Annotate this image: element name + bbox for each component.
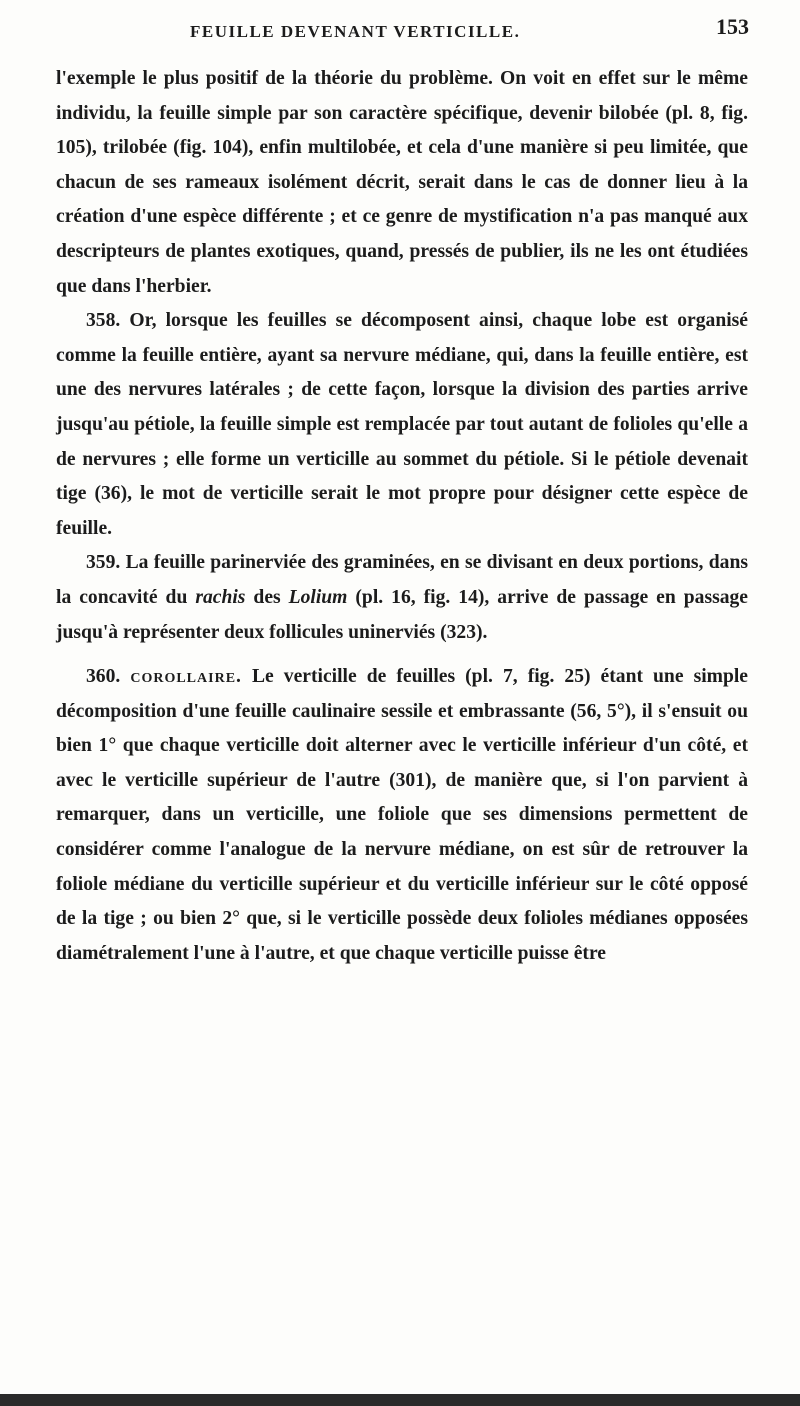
paragraph-360-text: Le verticille de feuilles (pl. 7, fig. 25) étant une simple décomposition d'une feuille caulinaire sessile et embrassante (56, 5°), il s'ensuit ou bien 1° que chaque verticille doit alterner avec le verticille inférieur d'un côté, et avec le verticille supérieur de l'autre (301), de manière que, si l'on parvient à remarquer, dans un verticille, une foliole que ses dimensions permettent de considérer comme l'analogue de la nervure médiane, on est sûr de retrouver la foliole médiane du verticille supérieur et du verticille inférieur sur le côté opposé de la tige ; ou bien 2° que, si le verticille possède deux folioles médianes opposées diamétralement l'une à l'autre, et que chaque verticille puisse être: [56, 666, 748, 964]
body-text: [56, 62, 748, 971]
paragraph-359-text-c: (pl. 16, fig. 14), arrive de passage en passage jusqu'à représenter deux follicules uninerviés (323).: [56, 586, 748, 643]
paragraph-359-text-a: 359. La feuille parinerviée des graminées, en se divisant en deux portions, dans la concavité du: [56, 552, 748, 608]
paragraph-359-italic-rachis: rachis: [195, 586, 246, 608]
paragraph-359-text-b: des: [245, 586, 289, 608]
running-title: FEUILLE DEVENANT VERTICILLE.: [190, 22, 521, 41]
page-number: 153: [716, 14, 749, 39]
scan-bottom-edge: [0, 1394, 800, 1406]
paragraph-360-number: 360.: [86, 666, 121, 688]
corollaire-label: corollaire.: [130, 666, 242, 688]
paragraph-359-italic-lolium: Lolium: [288, 586, 348, 608]
paragraph-continuation: l'exemple le plus positif de la théorie du problème. On voit en effet sur le même individu, la feuille simple par son caractère spécifique, devenir bilobée (pl. 8, fig. 105), trilobée (fig. 104), enfin multilobée, et cela d'une manière si peu limitée, que chacun de ses rameaux isolément décrit, serait dans le cas de donner lieu à la création d'une espèce différente ; et ce genre de mystification n'a pas manqué aux descripteurs de plantes exotiques, quand, pressés de publier, ils ne les ont étudiées que dans l'herbier.: [56, 68, 748, 297]
paragraph-358: 358. Or, lorsque les feuilles se décomposent ainsi, chaque lobe est organisé comme la feuille entière, ayant sa nervure médiane, qui, dans la feuille entière, est une des nervures latérales ; de cette façon, lorsque la division des parties arrive jusqu'au pétiole, la feuille simple est remplacée par tout autant de folioles qu'elle a de nervures ; elle forme un verticille au sommet du pétiole. Si le pétiole devenait tige (36), le mot de verticille serait le mot propre pour désigner cette espèce de feuille.: [56, 310, 748, 539]
paragraph-360: [56, 660, 748, 971]
paragraph-359: [56, 546, 748, 650]
